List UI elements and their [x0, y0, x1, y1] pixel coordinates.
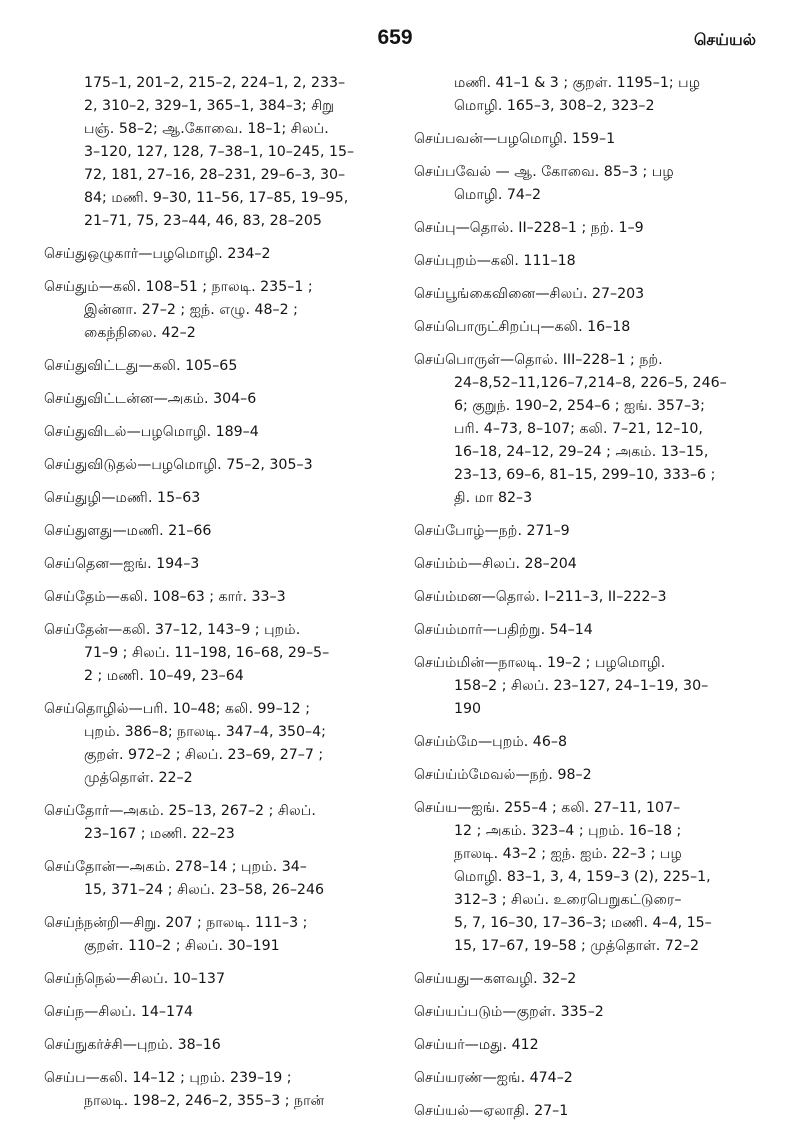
index-entry: [44, 355, 394, 378]
entry-continuation-line: நாலடி. 198–2, 246–2, 355–3 ; நான்: [84, 1093, 325, 1109]
entry-headword-line: செய்ம்மன—தொல். I–211–3, II–222–3: [414, 589, 667, 605]
entry-headword-line: செய்ய்ம்மேவல்—நற். 98–2: [414, 767, 592, 783]
entry-headword-line: செய்யர்—மது. 412: [414, 1037, 539, 1053]
entry-headword-line: செய்ந்நெல்—சிலப். 10–137: [44, 971, 225, 987]
index-entry: [414, 1001, 766, 1024]
entry-headword-line: மணி. 41–1 & 3 ; குறள். 1195–1; பழ: [454, 75, 701, 91]
entry-headword-line: செய்ப—கலி. 14–12 ; புறம். 239–19 ;: [44, 1070, 292, 1086]
entry-headword-line: செய்ந்நன்றி—சிறு. 207 ; நாலடி. 111–3 ;: [44, 915, 308, 931]
index-entry: [414, 586, 766, 609]
entry-headword-line: செய்பூங்கைவினை—சிலப். 27–203: [414, 286, 645, 302]
entry-continuation-line: 312–3 ; சிலப். உரைபெறுகட்டுரை–: [454, 892, 682, 908]
entry-headword-line: செய்தோர்—அகம். 25–13, 267–2 ; சிலப்.: [44, 803, 316, 819]
entry-continuation-line: 15, 371–24 ; சிலப். 23–58, 26–246: [84, 882, 325, 898]
entry-headword-line: செய்தேன்—கலி. 37–12, 143–9 ; புறம்.: [44, 622, 301, 638]
entry-continuation-line: 72, 181, 27–16, 28–231, 29–6–3, 30–: [84, 167, 346, 183]
entry-continuation-line: முத்தொள். 22–2: [84, 770, 193, 786]
entry-continuation-line: பரி. 4–73, 8–107; கலி. 7–21, 12–10,: [454, 421, 703, 437]
entry-continuation-line: பஞ். 58–2; ஆ.கோவை. 18–1; சிலப்.: [84, 121, 329, 137]
index-entry: [44, 553, 394, 576]
entry-headword-line: செய்பொருள்—தொல். III–228–1 ; நற்.: [414, 352, 663, 368]
index-entry: [414, 316, 766, 339]
entry-headword-line: செய்பவன்—பழமொழி. 159–1: [414, 131, 616, 147]
left-column: [44, 72, 394, 1113]
right-column: [414, 72, 766, 1123]
entry-continuation-line: கைந்நிலை. 42–2: [84, 325, 196, 341]
entry-headword-line: செய்துவிடுதல்—பழமொழி. 75–2, 305–3: [44, 457, 313, 473]
index-entry: [44, 912, 394, 958]
index-entry: [414, 797, 766, 958]
index-entry: [44, 1001, 394, 1024]
entry-headword-line: செய்துவிட்டது—கலி. 105–65: [44, 358, 238, 374]
index-entry: [414, 764, 766, 787]
entry-continuation-line: தி. மா 82–3: [454, 490, 533, 506]
entry-continuation-line: 6; குறுந். 190–2, 254–6 ; ஐங். 357–3;: [454, 398, 705, 414]
entry-continuation-line: 3–120, 127, 128, 7–38–1, 10–245, 15–: [84, 144, 355, 160]
entry-continuation-line: 71–9 ; சிலப். 11–198, 16–68, 29–5–: [84, 645, 330, 661]
entry-headword-line: செய்ய—ஐங். 255–4 ; கலி. 27–11, 107–: [414, 800, 681, 816]
entry-continuation-line: புறம். 386–8; நாலடி. 347–4, 350–4;: [84, 724, 326, 740]
entry-headword-line: செய்யரண்—ஐங். 474–2: [414, 1070, 573, 1086]
entry-continuation-line: 190: [454, 701, 482, 717]
entry-continuation-line: மொழி. 83–1, 3, 4, 159–3 (2), 225–1,: [454, 869, 711, 885]
entry-headword-line: செய்ம்மே—புறம். 46–8: [414, 734, 567, 750]
index-entry: [414, 968, 766, 991]
index-entry: [414, 1067, 766, 1090]
index-entry-continuation: [414, 72, 766, 118]
index-entry: [414, 161, 766, 207]
index-entry: [414, 283, 766, 306]
index-entry: [414, 349, 766, 510]
entry-continuation-line: இன்னா. 27–2 ; ஐந். எழு. 48–2 ;: [84, 302, 298, 318]
index-entry: [44, 968, 394, 991]
entry-headword-line: செய்யல்—ஏலாதி. 27–1: [414, 1103, 569, 1119]
entry-continuation-line: 84; மணி. 9–30, 11–56, 17–85, 19–95,: [84, 190, 349, 206]
entry-continuation-line: 2, 310–2, 329–1, 365–1, 384–3; சிறு: [84, 98, 335, 114]
index-entry: [414, 731, 766, 754]
index-entry: [414, 619, 766, 642]
entry-continuation-line: 16–18, 24–12, 29–24 ; அகம். 13–15,: [454, 444, 709, 460]
entry-headword-line: 175–1, 201–2, 215–2, 224–1, 2, 233–: [84, 75, 346, 91]
entry-headword-line: செய்பொருட்சிறப்பு—கலி. 16–18: [414, 319, 631, 335]
entry-continuation-line: நாலடி. 43–2 ; ஐந். ஐம். 22–3 ; பழ: [454, 846, 682, 862]
entry-continuation-line: 5, 7, 16–30, 17–36–3; மணி. 4–4, 15–: [454, 915, 712, 931]
index-entry: [44, 586, 394, 609]
index-entry: [44, 454, 394, 477]
entry-headword-line: செய்புறம்—கலி. 111–18: [414, 253, 576, 269]
entry-continuation-line: 24–8,52–11,126–7,214–8, 226–5, 246–: [454, 375, 727, 391]
index-entry: [44, 243, 394, 266]
index-entry: [414, 520, 766, 543]
index-entry: [44, 421, 394, 444]
entry-continuation-line: மொழி. 165–3, 308–2, 323–2: [454, 98, 655, 114]
entry-continuation-line: குறள். 972–2 ; சிலப். 23–69, 27–7 ;: [84, 747, 324, 763]
entry-headword-line: செய்யப்படும்—குறள். 335–2: [414, 1004, 604, 1020]
entry-continuation-line: 21–71, 75, 23–44, 46, 83, 28–205: [84, 213, 322, 229]
entry-headword-line: செய்துஒழுகார்—பழமொழி. 234–2: [44, 246, 271, 262]
index-entry: [44, 698, 394, 790]
index-entry: [44, 276, 394, 345]
running-head: செய்யல்: [693, 30, 756, 49]
index-entry: [414, 1100, 766, 1123]
index-entry: [414, 1034, 766, 1057]
entry-headword-line: செய்போழ்—நற். 271–9: [414, 523, 570, 539]
index-entry: [44, 1034, 394, 1057]
entry-headword-line: செய்யது—களவழி. 32–2: [414, 971, 577, 987]
entry-continuation-line: 2 ; மணி. 10–49, 23–64: [84, 668, 244, 684]
entry-headword-line: செய்துவிடல்—பழமொழி. 189–4: [44, 424, 259, 440]
index-entry: [44, 487, 394, 510]
index-entry: [414, 128, 766, 151]
page-number: 659: [377, 26, 413, 49]
index-entry: [44, 1067, 394, 1113]
entry-headword-line: செய்தென—ஐங். 194–3: [44, 556, 200, 572]
entry-headword-line: செய்தும்—கலி. 108–51 ; நாலடி. 235–1 ;: [44, 279, 313, 295]
entry-headword-line: செய்பு—தொல். II–228–1 ; நற். 1–9: [414, 220, 644, 236]
index-entry-continuation: [44, 72, 394, 233]
entry-headword-line: செய்துவிட்டன்ன—அகம். 304–6: [44, 391, 257, 407]
entry-headword-line: செய்தொழில்—பரி. 10–48; கலி. 99–12 ;: [44, 701, 311, 717]
index-entry: [414, 217, 766, 240]
entry-continuation-line: 15, 17–67, 19–58 ; முத்தொள். 72–2: [454, 938, 699, 954]
entry-headword-line: செய்ம்மின்—நாலடி. 19–2 ; பழமொழி.: [414, 655, 666, 671]
index-entry: [44, 800, 394, 846]
entry-headword-line: செய்துளது—மணி. 21–66: [44, 523, 212, 539]
entry-continuation-line: 23–167 ; மணி. 22–23: [84, 826, 235, 842]
index-entry: [44, 388, 394, 411]
index-entry: [414, 553, 766, 576]
entry-continuation-line: குறள். 110–2 ; சிலப். 30–191: [84, 938, 280, 954]
entry-headword-line: செய்துழி—மணி. 15–63: [44, 490, 201, 506]
entry-continuation-line: 23–13, 69–6, 81–15, 299–10, 333–6 ;: [454, 467, 716, 483]
index-entry: [414, 250, 766, 273]
entry-headword-line: செய்ம்ம்—சிலப். 28–204: [414, 556, 577, 572]
entry-headword-line: செய்தோன்—அகம். 278–14 ; புறம். 34–: [44, 859, 307, 875]
index-entry: [414, 652, 766, 721]
entry-continuation-line: மொழி. 74–2: [454, 187, 542, 203]
entry-headword-line: செய்ந—சிலப். 14–174: [44, 1004, 194, 1020]
index-entry: [44, 520, 394, 543]
entry-headword-line: செய்நுகர்ச்சி—புறம். 38–16: [44, 1037, 221, 1053]
entry-headword-line: செய்ம்மார்—பதிற்று. 54–14: [414, 622, 593, 638]
entry-continuation-line: 12 ; அகம். 323–4 ; புறம். 16–18 ;: [454, 823, 682, 839]
index-entry: [44, 619, 394, 688]
index-entry: [44, 856, 394, 902]
entry-headword-line: செய்தேம்—கலி. 108–63 ; கார். 33–3: [44, 589, 286, 605]
entry-headword-line: செய்பவேல் — ஆ. கோவை. 85–3 ; பழ: [414, 164, 674, 180]
entry-continuation-line: 158–2 ; சிலப். 23–127, 24–1–19, 30–: [454, 678, 709, 694]
